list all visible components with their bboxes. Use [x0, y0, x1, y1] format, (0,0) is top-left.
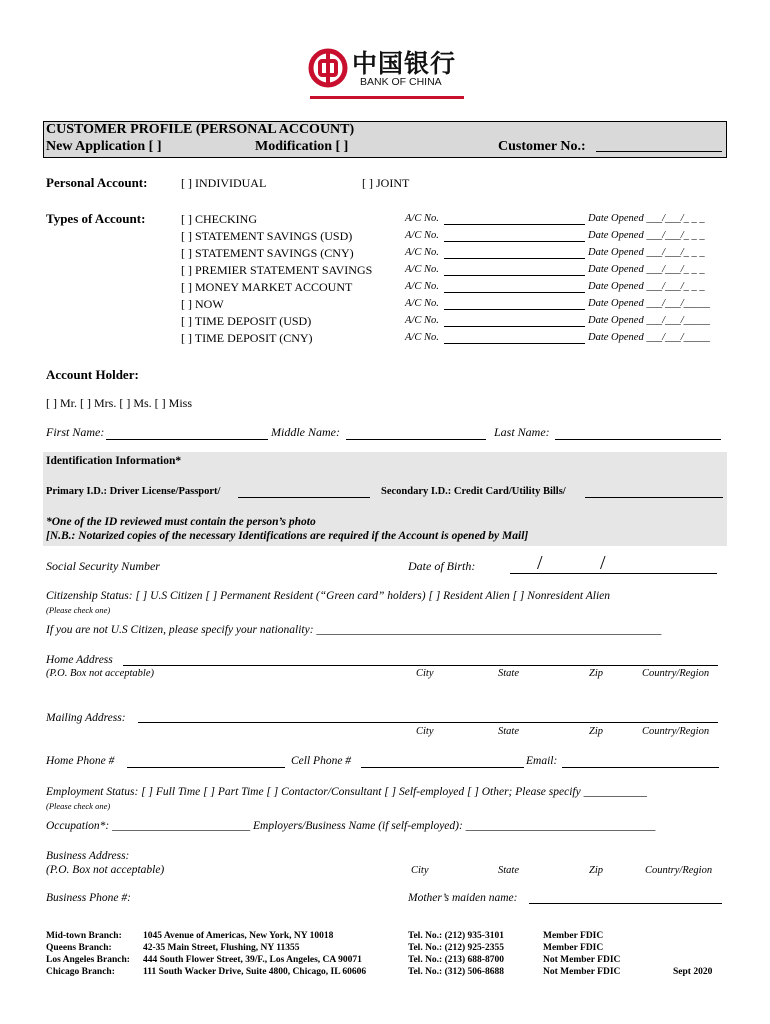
primary-id-field[interactable] [238, 497, 370, 498]
ac-no-label: A/C No. [405, 315, 439, 326]
ac-no-field[interactable] [444, 309, 585, 310]
ssn-label: Social Security Number [46, 559, 160, 573]
last-name-field[interactable] [555, 439, 721, 440]
id-note-notarized: [N.B.: Notarized copies of the necessary Identifications are required if the Account is opened by Mail] [46, 530, 529, 542]
first-name-field[interactable] [106, 439, 268, 440]
account-type-checkbox[interactable]: [ ] TIME DEPOSIT (USD) [181, 314, 312, 328]
email-field[interactable] [562, 767, 719, 768]
mailing-address-label: Mailing Address: [46, 712, 126, 724]
identification-label: Identification Information* [46, 455, 182, 467]
ac-no-field[interactable] [444, 343, 585, 344]
dob-slash-1: / [537, 552, 543, 574]
branch-name: Queens Branch: [46, 943, 112, 953]
branch-address: 42-35 Main Street, Flushing, NY 11355 [143, 943, 300, 953]
ac-no-label: A/C No. [405, 298, 439, 309]
first-name-label: First Name: [46, 425, 105, 439]
account-type-checkbox[interactable]: [ ] STATEMENT SAVINGS (CNY) [181, 246, 354, 260]
account-type-checkbox[interactable]: [ ] NOW [181, 297, 224, 311]
ac-no-label: A/C No. [405, 213, 439, 224]
citizenship-please-check: (Please check one) [46, 605, 111, 615]
date-opened-field[interactable]: Date Opened ___/___/_ _ _ [588, 281, 705, 292]
branch-address: 111 South Wacker Drive, Suite 4800, Chicago, IL 60606 [143, 967, 367, 977]
home-state-label: State [498, 668, 519, 679]
home-city-label: City [416, 668, 434, 679]
date-opened-field[interactable]: Date Opened ___/___/_ _ _ [588, 230, 705, 241]
modification-checkbox[interactable]: Modification [ ] [255, 139, 349, 154]
home-phone-label: Home Phone # [46, 755, 115, 767]
id-note-photo: *One of the ID reviewed must contain the person’s photo [46, 516, 316, 528]
individual-checkbox[interactable]: [ ] INDIVIDUAL [181, 176, 267, 190]
date-opened-field[interactable]: Date Opened ___/___/_____ [588, 298, 710, 309]
ac-no-label: A/C No. [405, 281, 439, 292]
mailing-state-label: State [498, 726, 519, 737]
ac-no-label: A/C No. [405, 264, 439, 275]
customer-no-label: Customer No.: [498, 139, 586, 154]
business-zip-label: Zip [589, 865, 604, 876]
branch-tel: Tel. No.: (213) 688-8700 [408, 955, 504, 965]
ac-no-field[interactable] [444, 258, 585, 259]
business-phone-label: Business Phone #: [46, 892, 131, 904]
branch-name: Mid-town Branch: [46, 931, 122, 941]
business-address-label: Business Address: [46, 850, 130, 862]
bank-emblem-icon [308, 48, 348, 88]
home-address-field[interactable] [123, 665, 718, 666]
employment-status[interactable]: Employment Status: [ ] Full Time [ ] Part Time [ ] Contactor/Consultant [ ] Self-employed [ ] Other; Please specify ___________ [46, 786, 647, 798]
account-type-checkbox[interactable]: [ ] TIME DEPOSIT (CNY) [181, 331, 313, 345]
logo-english-text: BANK OF CHINA [360, 76, 442, 88]
branch-tel: Tel. No.: (312) 506-8688 [408, 967, 504, 977]
email-label: Email: [526, 755, 558, 767]
nationality-field[interactable]: If you are not U.S Citizen, please specify your nationality: ____________________________________________________________ [46, 624, 662, 636]
mailing-zip-label: Zip [589, 726, 604, 737]
branch-tel: Tel. No.: (212) 925-2355 [408, 943, 504, 953]
dob-slash-2: / [600, 552, 606, 574]
home-country-label: Country/Region [642, 668, 710, 679]
home-phone-field[interactable] [127, 767, 285, 768]
ac-no-label: A/C No. [405, 247, 439, 258]
date-opened-field[interactable]: Date Opened ___/___/_ _ _ [588, 247, 705, 258]
branch-tel: Tel. No.: (212) 935-3101 [408, 931, 504, 941]
citizenship-status[interactable]: Citizenship Status: [ ] U.S Citizen [ ] Permanent Resident (“Green card” holders) [ ] Resident Alien [ ] Nonresident Alien [46, 590, 611, 602]
bank-of-china-logo [308, 44, 468, 100]
personal-account-label: Personal Account: [46, 175, 148, 190]
account-type-checkbox[interactable]: [ ] PREMIER STATEMENT SAVINGS [181, 263, 373, 277]
form-version-date: Sept 2020 [673, 967, 713, 977]
dob-label: Date of Birth: [408, 559, 476, 573]
business-country-label: Country/Region [645, 865, 713, 876]
business-city-label: City [411, 865, 429, 876]
home-zip-label: Zip [589, 668, 604, 679]
ac-no-field[interactable] [444, 292, 585, 293]
ac-no-field[interactable] [444, 326, 585, 327]
account-type-checkbox[interactable]: [ ] MONEY MARKET ACCOUNT [181, 280, 353, 294]
ac-no-field[interactable] [444, 275, 585, 276]
customer-no-field[interactable] [596, 151, 722, 152]
secondary-id-label: Secondary I.D.: Credit Card/Utility Bills/ [381, 486, 566, 497]
title-checkboxes[interactable]: [ ] Mr. [ ] Mrs. [ ] Ms. [ ] Miss [46, 396, 192, 410]
date-opened-field[interactable]: Date Opened ___/___/_____ [588, 332, 710, 343]
branch-fdic: Member FDIC [543, 943, 604, 953]
cell-phone-field[interactable] [361, 767, 524, 768]
date-opened-field[interactable]: Date Opened ___/___/_ _ _ [588, 264, 705, 275]
secondary-id-field[interactable] [585, 497, 723, 498]
ac-no-field[interactable] [444, 224, 585, 225]
employment-please-check: (Please check one) [46, 801, 111, 811]
ssn-field[interactable] [175, 573, 395, 574]
business-state-label: State [498, 865, 519, 876]
joint-checkbox[interactable]: [ ] JOINT [362, 176, 410, 190]
maiden-name-label: Mother’s maiden name: [408, 892, 518, 904]
branch-fdic: Member FDIC [543, 931, 604, 941]
form-title: CUSTOMER PROFILE (PERSONAL ACCOUNT) [46, 122, 355, 137]
mailing-address-field[interactable] [138, 722, 718, 723]
account-type-checkbox[interactable]: [ ] STATEMENT SAVINGS (USD) [181, 229, 353, 243]
account-type-checkbox[interactable]: [ ] CHECKING [181, 212, 257, 226]
logo-chinese-text: 中国银行 [352, 49, 457, 78]
mailing-city-label: City [416, 726, 434, 737]
ac-no-label: A/C No. [405, 332, 439, 343]
account-holder-label: Account Holder: [46, 367, 139, 382]
branch-fdic: Not Member FDIC [543, 967, 621, 977]
middle-name-field[interactable] [346, 439, 486, 440]
business-po-note: (P.O. Box not acceptable) [46, 864, 165, 876]
maiden-name-field[interactable] [529, 903, 722, 904]
ac-no-field[interactable] [444, 241, 585, 242]
new-application-checkbox[interactable]: New Application [ ] [46, 139, 162, 154]
types-of-account-label: Types of Account: [46, 211, 146, 226]
home-address-label: Home Address [46, 654, 113, 666]
date-opened-field[interactable]: Date Opened ___/___/_ _ _ [588, 213, 705, 224]
branch-name: Los Angeles Branch: [46, 955, 130, 965]
primary-id-label: Primary I.D.: Driver License/Passport/ [46, 486, 221, 497]
business-phone-field[interactable] [138, 903, 398, 904]
occupation-field[interactable]: Occupation*: ________________________ Employers/Business Name (if self-employed): _________________________________ [46, 820, 656, 832]
logo-underline [310, 96, 464, 99]
branch-fdic: Not Member FDIC [543, 955, 621, 965]
ac-no-label: A/C No. [405, 230, 439, 241]
mailing-country-label: Country/Region [642, 726, 710, 737]
branch-name: Chicago Branch: [46, 967, 115, 977]
date-opened-field[interactable]: Date Opened ___/___/_____ [588, 315, 710, 326]
branch-address: 444 South Flower Street, 39/F., Los Angeles, CA 90071 [143, 955, 362, 965]
branch-address: 1045 Avenue of Americas, New York, NY 10018 [143, 931, 334, 941]
home-po-note: (P.O. Box not acceptable) [46, 668, 154, 679]
cell-phone-label: Cell Phone # [291, 755, 352, 767]
last-name-label: Last Name: [494, 425, 550, 439]
middle-name-label: Middle Name: [271, 425, 340, 439]
